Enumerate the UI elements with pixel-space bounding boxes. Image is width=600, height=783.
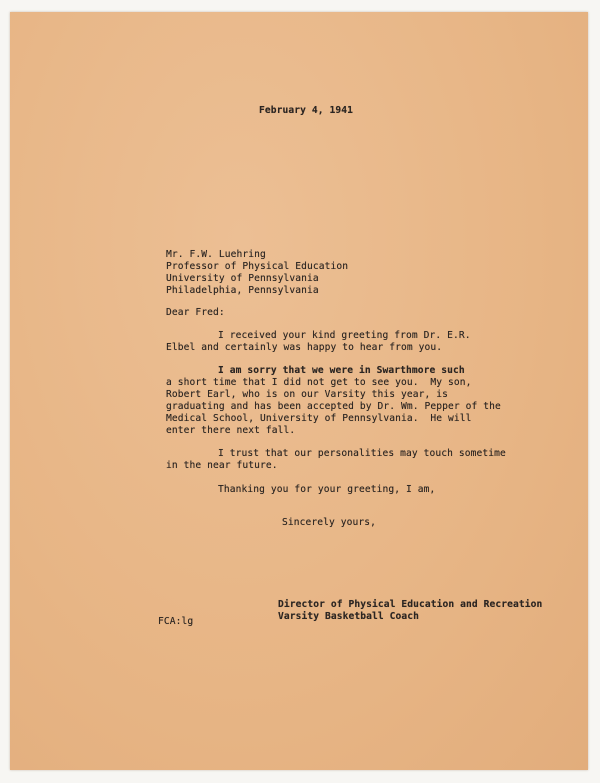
closing: Sincerely yours,	[282, 517, 377, 528]
body-paragraph-3-line-1: I trust that our personalities may touch sometime	[218, 448, 506, 459]
body-paragraph-2-line-1: I am sorry that we were in Swarthmore such	[218, 365, 465, 376]
signature-title-2: Varsity Basketball Coach	[278, 611, 420, 622]
recipient-name: Mr. F.W. Luehring	[166, 249, 266, 260]
body-paragraph-2-line-6: enter there next fall.	[166, 425, 296, 436]
body-paragraph-2-line-3: Robert Earl, who is on our Varsity this year, is	[166, 389, 449, 400]
recipient-title: Professor of Physical Education	[166, 261, 349, 272]
typist-initials: FCA:lg	[158, 616, 194, 627]
signature-title-1: Director of Physical Education and Recreation	[278, 599, 543, 610]
body-paragraph-1-line-2: Elbel and certainly was happy to hear from you.	[166, 342, 443, 353]
body-paragraph-3-line-2: in the near future.	[166, 460, 278, 471]
recipient-city: Philadelphia, Pennsylvania	[166, 285, 319, 296]
body-paragraph-2-line-2: a short time that I did not get to see you. My son,	[166, 377, 472, 388]
recipient-institution: University of Pennsylvania	[166, 273, 319, 284]
body-paragraph-4-line-1: Thanking you for your greeting, I am,	[218, 484, 436, 495]
salutation: Dear Fred:	[166, 307, 225, 318]
body-paragraph-1-line-1: I received your kind greeting from Dr. E.R.	[218, 330, 471, 341]
body-paragraph-2-line-5: Medical School, University of Pennsylvania. He will	[166, 413, 472, 424]
letter-date: February 4, 1941	[259, 105, 354, 116]
letter-page	[10, 12, 588, 770]
body-paragraph-2-line-4: graduating and has been accepted by Dr. Wm. Pepper of the	[166, 401, 501, 412]
